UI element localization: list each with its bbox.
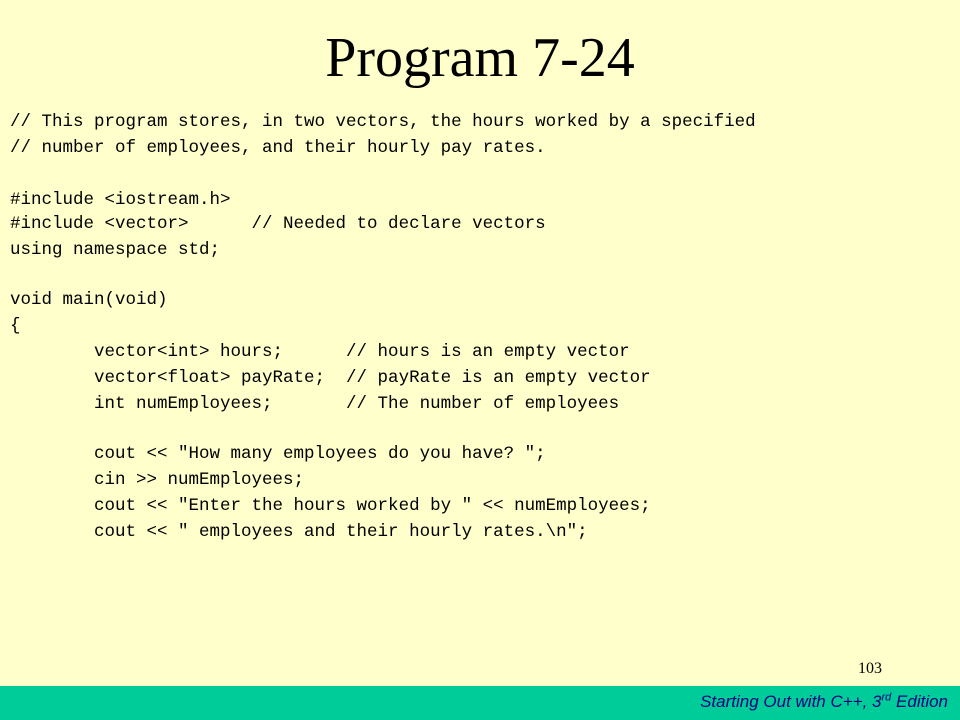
code-line: // number of employees, and their hourly pay rates. (10, 138, 546, 158)
page-number: 103 (858, 660, 882, 677)
footer-title-superscript: rd (881, 691, 892, 704)
footer-book-title (700, 692, 948, 712)
code-line: #include <iostream.h> (10, 190, 231, 210)
code-line: cin >> numEmployees; (10, 470, 305, 490)
footer-title-main: Starting Out with C++, 3 (700, 692, 882, 711)
code-line: vector<float> payRate; // payRate is an empty vector (10, 368, 651, 388)
footer-title-end: Edition (891, 692, 948, 711)
code-line: using namespace std; (10, 240, 221, 260)
code-line: cout << " employees and their hourly rates.\n"; (10, 522, 588, 542)
code-line: cout << "How many employees do you have? "; (10, 444, 546, 464)
footer-bar (0, 686, 960, 720)
code-line: #include <vector> // Needed to declare vectors (10, 214, 546, 234)
code-line: int numEmployees; // The number of employees (10, 394, 620, 414)
code-line: // This program stores, in two vectors, the hours worked by a specified (10, 112, 756, 132)
code-line: void main(void) (10, 290, 168, 310)
code-line: cout << "Enter the hours worked by " << numEmployees; (10, 496, 651, 516)
code-line: vector<int> hours; // hours is an empty vector (10, 342, 630, 362)
slide-title: Program 7-24 (325, 27, 635, 89)
code-line: { (10, 316, 21, 336)
